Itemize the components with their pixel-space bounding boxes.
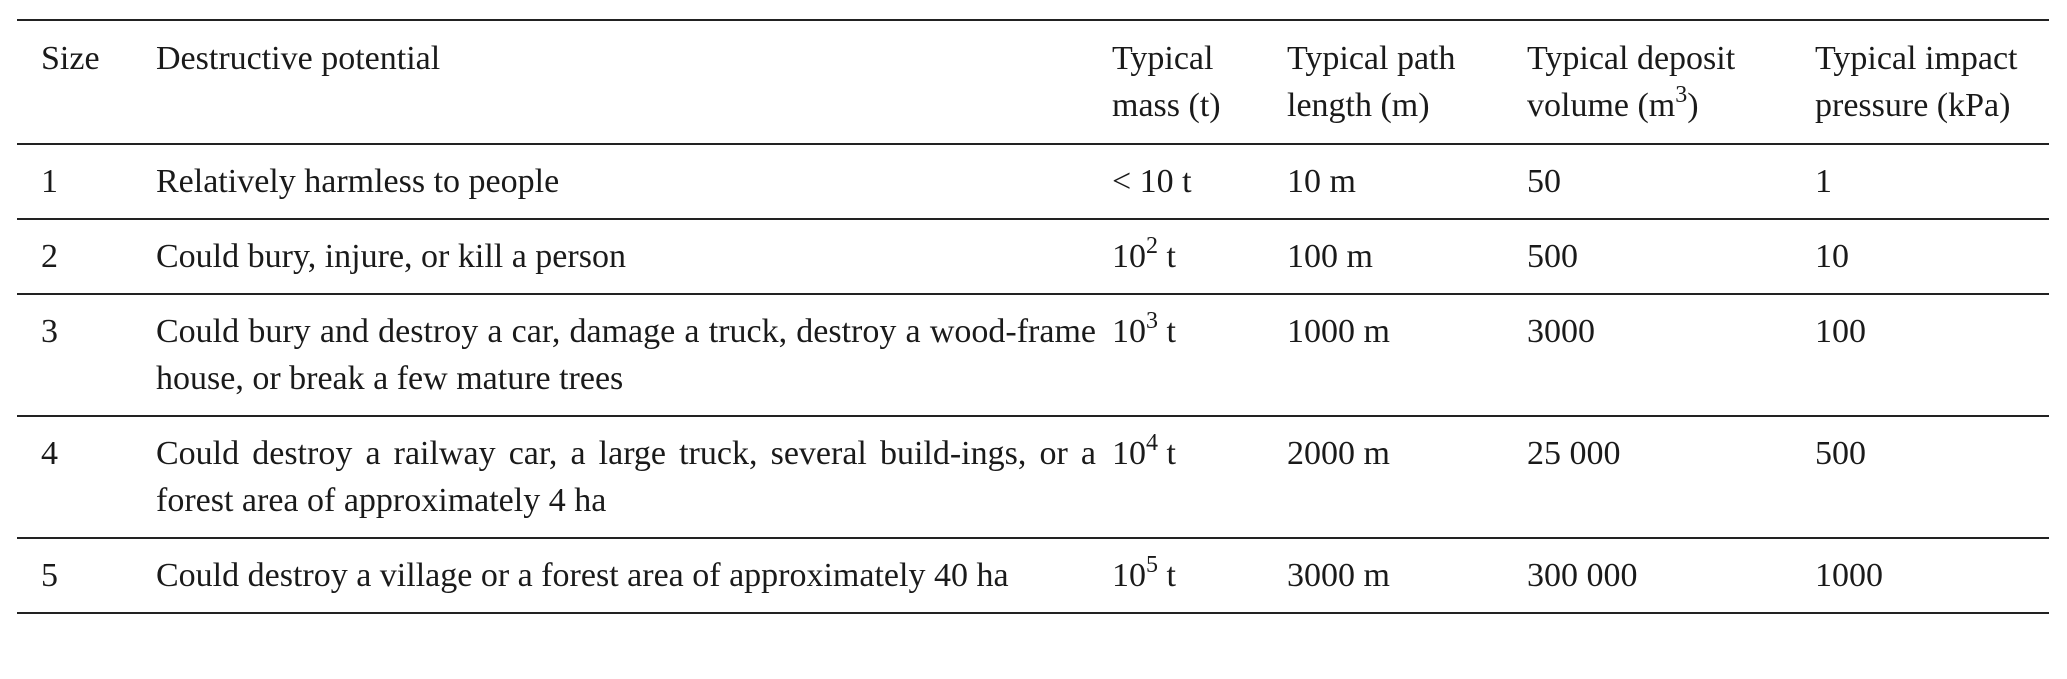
cell-size: 2	[41, 238, 58, 275]
header-destructive-potential: Destructive potential	[156, 40, 441, 77]
cell-destructive-potential: Could destroy a village or a forest area of approximately 40 ha	[156, 557, 1009, 594]
header-typical-deposit-volume: Typical deposit volume $(m^3)$	[1527, 40, 1736, 124]
cell-typical-impact-pressure: 1	[1815, 163, 1832, 200]
cell-size: 3	[41, 313, 58, 350]
cell-typical-path-length: 10 m	[1287, 163, 1356, 200]
cell-typical-mass: $10^3$ t	[1112, 307, 1176, 350]
cell-typical-mass: < 10 t	[1112, 163, 1192, 200]
header-typical-mass: Typical mass (t)	[1112, 40, 1221, 124]
cell-typical-path-length: 2000 m	[1287, 435, 1390, 472]
cell-destructive-potential: Could destroy a railway car, a large truck, several build-ings, or a forest area of approximately 4 ha	[156, 435, 1096, 519]
cell-typical-mass: $10^2$ t	[1112, 232, 1176, 275]
cell-typical-mass: $10^5$ t	[1112, 551, 1176, 594]
table-row	[17, 294, 2049, 416]
cell-typical-deposit-volume: 300 000	[1527, 557, 1638, 594]
table-row	[17, 144, 2049, 219]
table-row	[17, 538, 2049, 613]
cell-size: 4	[41, 435, 58, 472]
cell-typical-impact-pressure: 500	[1815, 435, 1866, 472]
cell-typical-path-length: 1000 m	[1287, 313, 1390, 350]
header-row	[17, 20, 2049, 144]
cell-destructive-potential: Could bury, injure, or kill a person	[156, 238, 626, 275]
cell-destructive-potential: Could bury and destroy a car, damage a truck, destroy a wood-frame house, or break a few mature trees	[156, 313, 1096, 397]
table-body	[17, 144, 2049, 613]
cell-typical-impact-pressure: 1000	[1815, 557, 1883, 594]
header-typical-impact-pressure: Typical impact pressure (kPa)	[1815, 40, 2018, 124]
table-row	[17, 219, 2049, 294]
cell-destructive-potential: Relatively harmless to people	[156, 163, 560, 200]
cell-size: 1	[41, 163, 58, 200]
cell-typical-deposit-volume: 50	[1527, 163, 1561, 200]
cell-typical-impact-pressure: 100	[1815, 313, 1866, 350]
cell-typical-path-length: 3000 m	[1287, 557, 1390, 594]
header-typical-path-length: Typical path length (m)	[1287, 40, 1456, 124]
cell-typical-mass: $10^4$ t	[1112, 429, 1176, 472]
cell-typical-path-length: 100 m	[1287, 238, 1373, 275]
cell-typical-deposit-volume: 25 000	[1527, 435, 1621, 472]
cell-typical-deposit-volume: 3000	[1527, 313, 1595, 350]
table-row	[17, 416, 2049, 538]
cell-size: 5	[41, 557, 58, 594]
table-header	[17, 20, 2049, 144]
avalanche-size-table-container	[17, 19, 2049, 614]
cell-typical-deposit-volume: 500	[1527, 238, 1578, 275]
cell-typical-impact-pressure: 10	[1815, 238, 1849, 275]
header-size: Size	[41, 40, 100, 77]
avalanche-size-table	[17, 19, 2049, 614]
